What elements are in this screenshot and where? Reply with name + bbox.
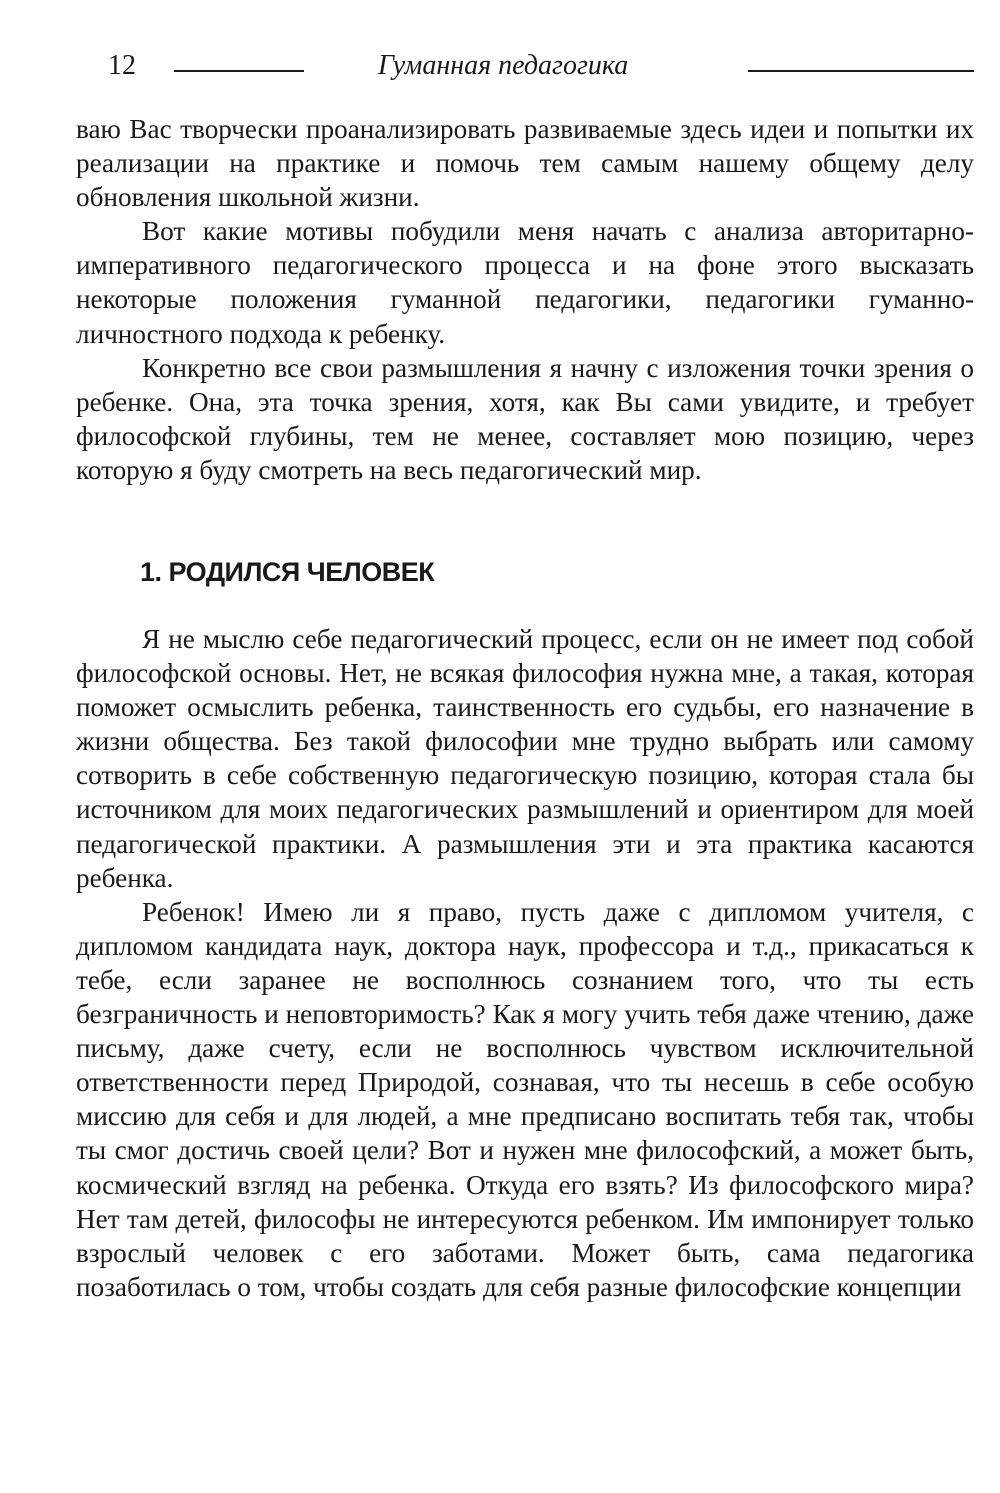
paragraph: Вот какие мотивы побудили меня начать с анализа авторитарно-императивного педагогического процесса и на фоне этого высказать некоторые положения гуманной педагогики, педагогики гуманно-личностного подхода к ребенку. [76, 216, 974, 349]
intro-text [76, 112, 974, 487]
running-head [108, 46, 974, 86]
paragraph: Конкретно все свои размышления я начну с изложения точки зрения о ребенке. Она, эта точка зрения, хотя, как Вы сами увидите, и требует философской глубины, тем не менее, составляет мою позицию, через которую я буду смотреть на весь педагогический мир. [76, 352, 974, 485]
section-text [76, 622, 974, 1304]
section-heading: 1. РОДИЛСЯ ЧЕЛОВЕК [140, 557, 435, 587]
header-rule-left [174, 70, 304, 72]
paragraph-continued: ваю Вас творчески проанализировать развиваемые здесь идеи и попытки их реализации на практике и помочь тем самым нашему общему делу обновления школьной жизни. [76, 114, 974, 213]
paragraph: Я не мыслю себе педагогический процесс, если он не имеет под собой философской основы. Нет, не всякая философия нужна мне, а такая, которая поможет осмыслить ребенка, таинственность его судьбы, его назначение в жизни общества. Без такой философии мне трудно выбрать или самому сотворить в себе собственную педагогическую позицию, которая стала бы источником для моих педагогических размышлений и ориентиром для моей педагогической практики. А размышления эти и эта практика касаются ребенка. [76, 624, 974, 893]
header-rule-right [748, 70, 974, 72]
running-title: Гуманная педагогика [378, 50, 629, 81]
paragraph: Ребенок! Имею ли я право, пусть даже с дипломом учителя, с дипломом кандидата наук, доктора наук, профессора и т.д., прикасаться к тебе, если заранее не восполнюсь сознанием того, что ты есть безграничность и неповторимость? Как я могу учить тебя даже чтению, даже письму, даже счету, если не восполнюсь чувством исключительной ответственности перед Природой, сознавая, что ты несешь в себе особую миссию для себя и для людей, а мне предписано воспитать тебя так, чтобы ты смог достичь своей цели? Вот и нужен мне философский, а может быть, космический взгляд на ребенка. Откуда его взять? Из философского мира? Нет там детей, философы не интересуются ребенком. Им импонирует только взрослый человек с его заботами. Может быть, сама педагогика позаботилась о том, чтобы создать для себя разные философские концепции [76, 896, 974, 1302]
page-number: 12 [108, 50, 136, 81]
